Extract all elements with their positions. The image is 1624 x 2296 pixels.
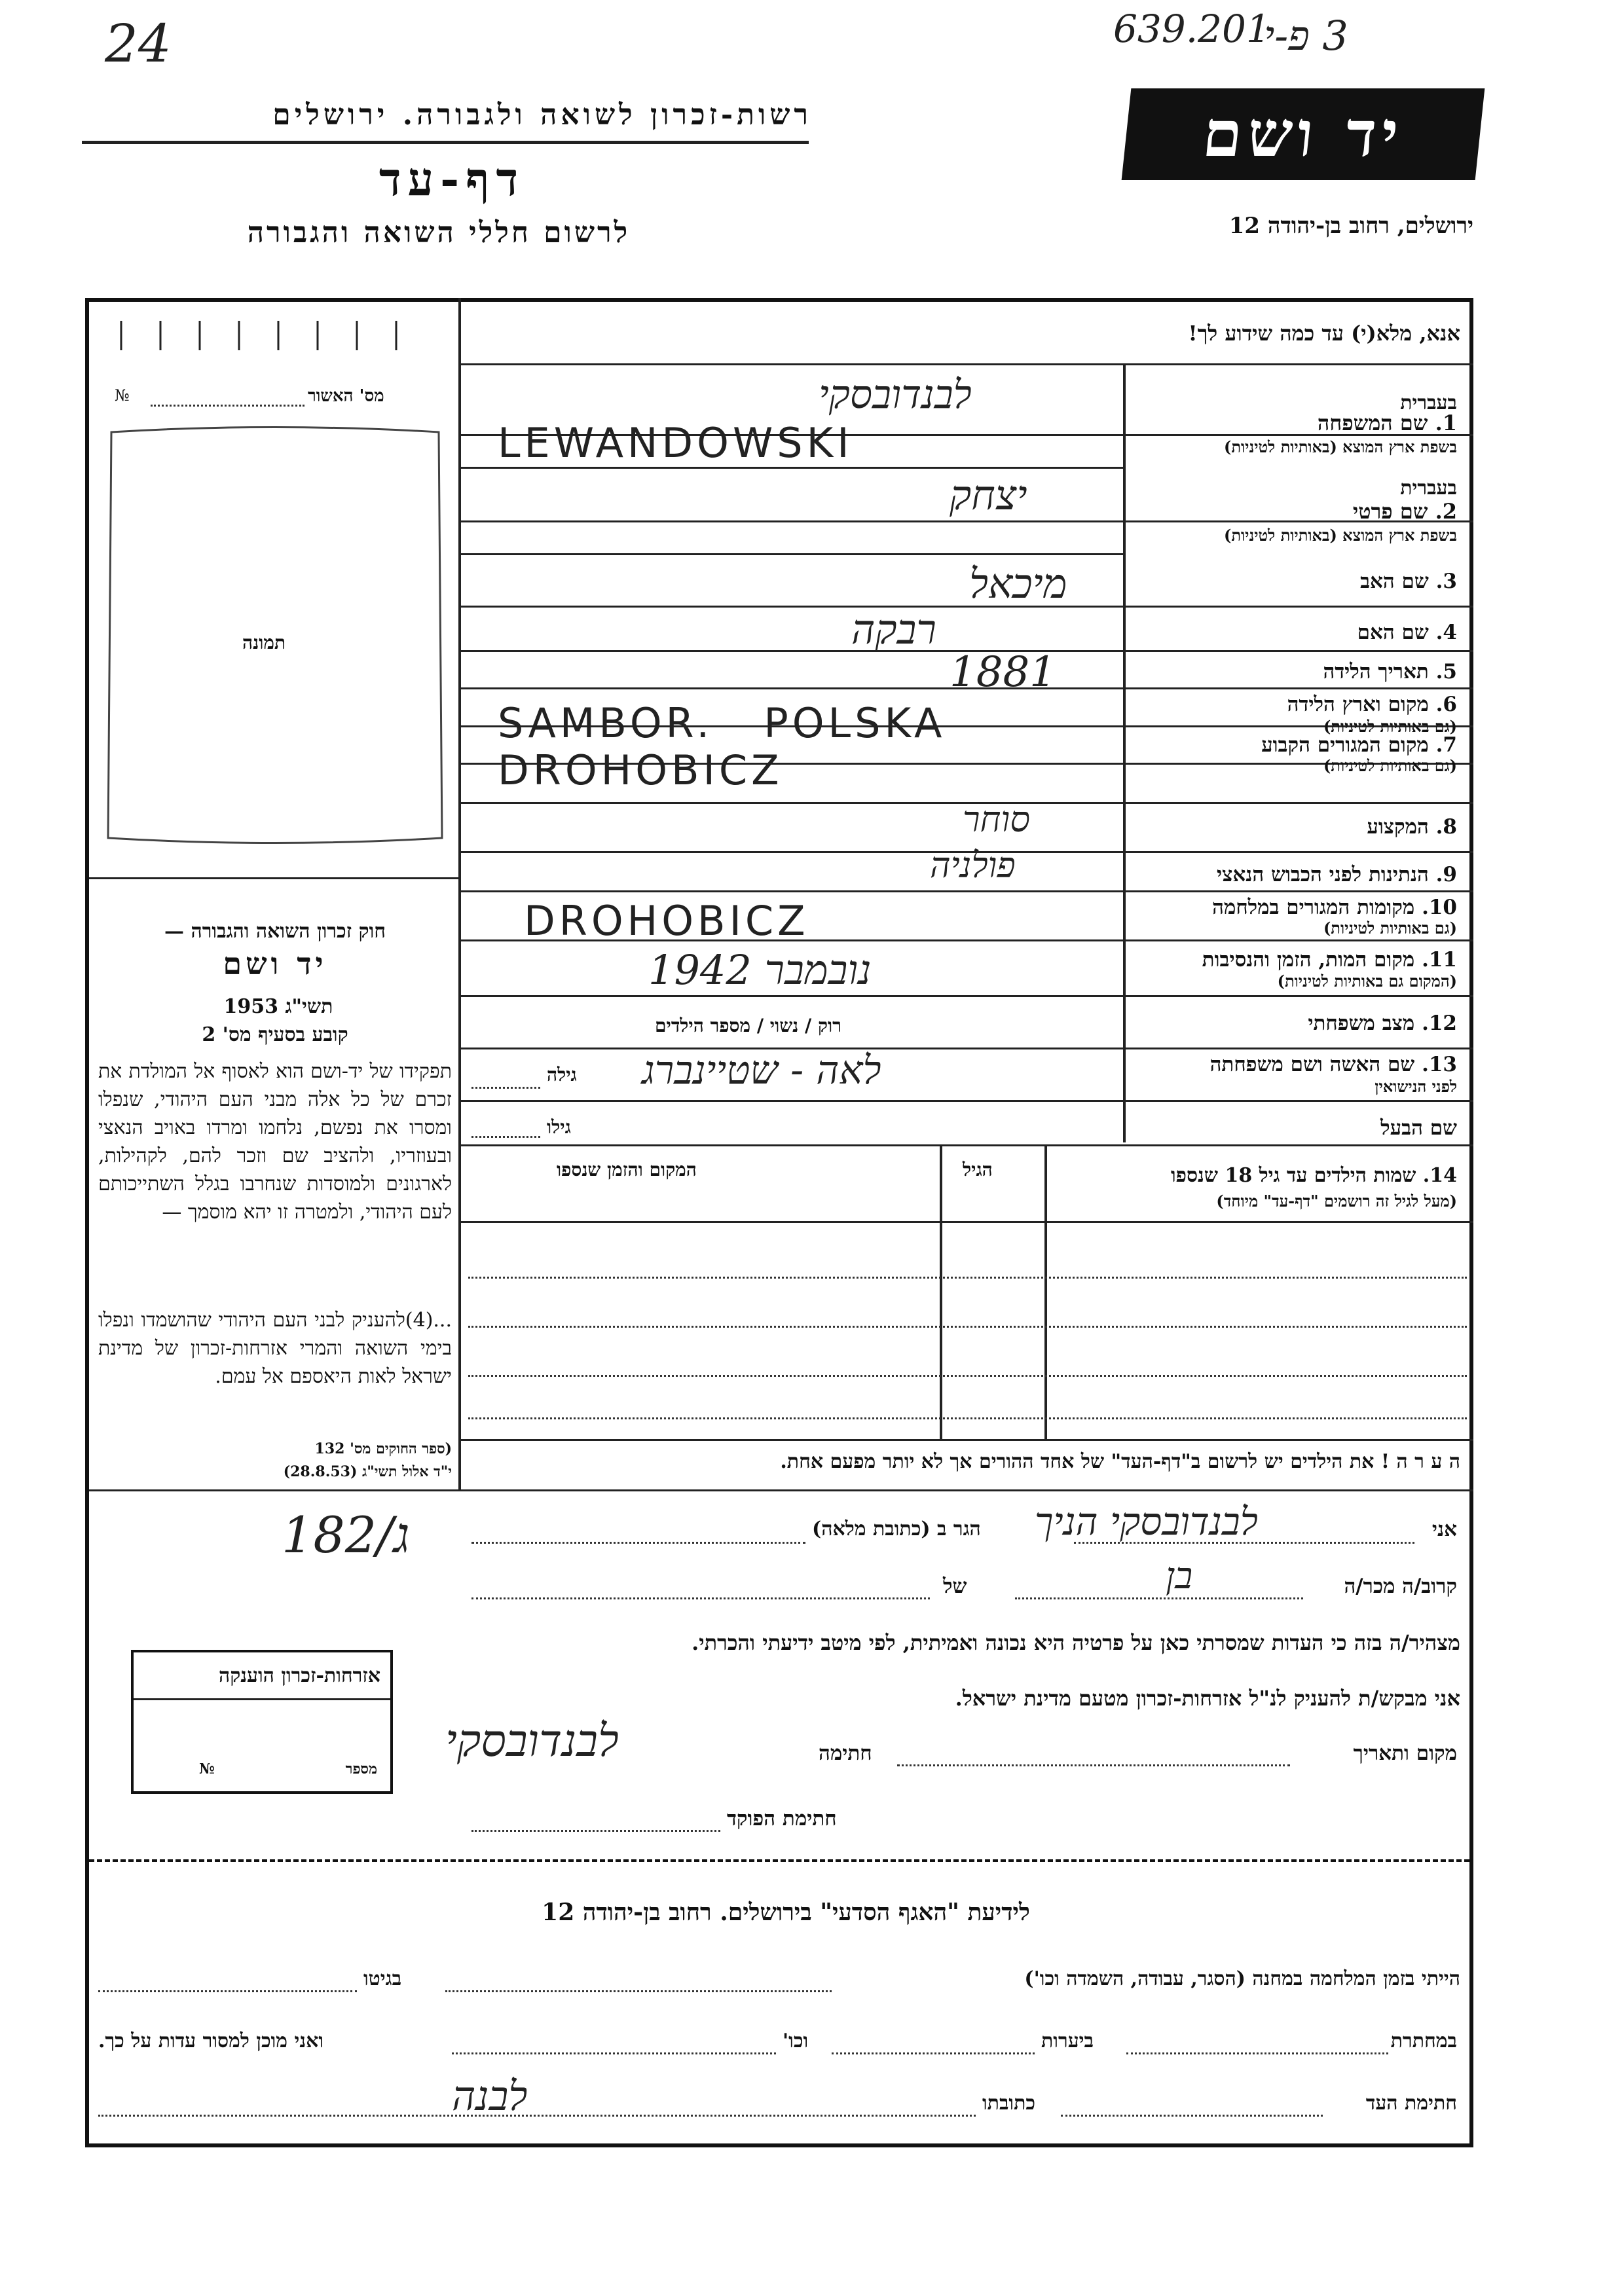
declarant-ani: אני bbox=[1431, 1518, 1457, 1541]
given-name-hebrew: יצחק bbox=[950, 471, 1027, 519]
birth-place: SAMBOR. POLSKA bbox=[498, 699, 946, 747]
footer-line3-b: כתובתו bbox=[982, 2092, 1036, 2115]
field-3-label: 3. שם האב bbox=[1360, 570, 1457, 593]
reference-ticks bbox=[95, 314, 449, 354]
memorial-citizenship-box bbox=[131, 1650, 393, 1794]
field-2-sub: בשפת ארץ המוצא (באותיות לטיניות) bbox=[1224, 526, 1457, 545]
field-12-label: 12. מצב משפחתי bbox=[1308, 1011, 1457, 1035]
approval-label: מס' האשור bbox=[308, 386, 384, 406]
declaration-text: מצהיר/ה בזה כי העדות שמסרתי כאן על פרטיה היא נכונה ואמיתית, לפי מיטב ידיעתי והכרתי. bbox=[692, 1630, 1460, 1655]
law-clause: קובע בסעיף מס' 2 bbox=[202, 1023, 348, 1046]
field-8-label: 8. המקצוע bbox=[1367, 815, 1457, 839]
ticks-svg bbox=[95, 314, 449, 354]
field-6-sub: (גם באותיות לטיניות) bbox=[1323, 717, 1457, 736]
file-code-hand: 3 פ-י bbox=[1264, 12, 1348, 60]
authority-line: רשות-זכרון לשואה ולגבורה. ירושלים bbox=[272, 98, 812, 132]
photo-label: תמונה bbox=[242, 632, 286, 653]
field-2-lang: בעברית bbox=[1400, 477, 1457, 500]
law-ref-2: י"ד אלול תשי"ג (28.8.53) bbox=[283, 1463, 452, 1480]
death-place-time: נובמבר 1942 bbox=[648, 946, 872, 994]
form-title: דף-עד bbox=[378, 152, 525, 206]
memorial-box-no-mark: № bbox=[199, 1760, 215, 1777]
declarant-relative: קרוב/ה מכר/ה bbox=[1344, 1575, 1457, 1598]
surname-hebrew: לבנדובסקי bbox=[819, 372, 972, 418]
field-1-lang: בעברית bbox=[1400, 392, 1457, 414]
field-7-sub: (גם באותיות לטיניות) bbox=[1323, 756, 1457, 775]
marital-status-options: רוק / נשוי / מספר הילדים bbox=[655, 1015, 841, 1036]
footer-line2-a: במחתרת bbox=[1390, 2030, 1457, 2052]
children-label: 14. שמות הילדים עד גיל 18 שנספו bbox=[1170, 1164, 1457, 1187]
permanent-residence: DROHOBICZ bbox=[498, 746, 783, 794]
field-11-label: 11. מקום המות, הזמן והנסיבות bbox=[1202, 948, 1457, 972]
law-year-heb: תשי"ג bbox=[285, 995, 333, 1018]
wife-age-label: גילה bbox=[547, 1064, 577, 1085]
surname-latin: LEWANDOWSKI bbox=[498, 419, 853, 467]
footer-line2-c: וכו' bbox=[783, 2030, 809, 2052]
father-name: מיכאל bbox=[969, 560, 1067, 608]
footer-line2-b: ביערות bbox=[1041, 2030, 1094, 2052]
children-col-place: המקום והזמן שנספו bbox=[557, 1159, 697, 1180]
place-date-label: מקום ותאריך bbox=[1353, 1741, 1457, 1765]
birth-date: 1881 bbox=[950, 648, 1056, 697]
file-number-hand: 639.201 bbox=[1113, 7, 1270, 51]
note-text: ה ע ר ה ! את הילדים יש לרשום ב"דף-העד" של אחד ההורים אך לא יותר מפעם אחת. bbox=[780, 1450, 1460, 1473]
law-name: יד ושם bbox=[223, 946, 327, 981]
wartime-residence: DROHOBICZ bbox=[524, 897, 809, 945]
field-1-label: 1. שם המשפחה bbox=[1317, 410, 1457, 435]
memorial-box-no: מספר bbox=[345, 1760, 377, 1777]
law-title: חוק זכרון השואה והגבורה — bbox=[164, 920, 386, 943]
form-subtitle: לרשום חללי השואה והגבורה bbox=[247, 216, 631, 249]
signature-hand: לבנדובסקי bbox=[445, 1715, 619, 1767]
footer-line1-b: בגיטו bbox=[363, 1967, 402, 1990]
page-number-hand: 24 bbox=[105, 13, 172, 74]
signature-label: חתימה bbox=[819, 1741, 872, 1765]
law-ref-1: (ספר החוקים מס' 132 bbox=[314, 1440, 452, 1457]
field-4-label: 4. שם האם bbox=[1357, 621, 1457, 644]
profession: סוחר bbox=[963, 799, 1031, 840]
request-text: אני מבקש/ת להעניק לנ"ל אזרחות-זכרון מטעם מדינת ישראל. bbox=[955, 1686, 1460, 1711]
declarant-name: לבנדובסקי הניך bbox=[1035, 1499, 1258, 1544]
law-text-2: ...(4)להעניק לבני העם היהודי שהושמדו ונפלו בימי השואה והמרי אזרחות-זכרון של מדינת ישראל לאות היאספם אל עמם. bbox=[98, 1309, 452, 1388]
field-7-label: 7. מקום המגורים הקבוע bbox=[1261, 733, 1457, 757]
field-10-label: 10. מקומות המגורים במלחמה bbox=[1212, 896, 1457, 919]
field-11-sub: (המקום גם באותיות לטיניות) bbox=[1277, 972, 1457, 991]
field-13-label: 13. שם האשה ושם משפחתה bbox=[1209, 1053, 1457, 1076]
field-1-sub: בשפת ארץ המוצא (באותיות לטיניות) bbox=[1224, 437, 1457, 456]
husband-age-label: גילו bbox=[547, 1116, 571, 1138]
law-year-row bbox=[216, 995, 341, 1018]
field-5-label: 5. תאריך הלידה bbox=[1323, 660, 1457, 683]
wife-name: לאה - שטיינברג bbox=[642, 1048, 881, 1093]
footer-line3-a: חתימת העד bbox=[1365, 2092, 1457, 2115]
law-year: 1953 bbox=[223, 995, 279, 1018]
intro-text: אנא, מלא(י) עד כמה שידוע לך! bbox=[1188, 321, 1460, 346]
children-col-age: הגיל bbox=[963, 1159, 993, 1180]
field-2-label: 2. שם פרטי bbox=[1352, 499, 1457, 524]
declarant-relation: בן bbox=[1166, 1555, 1193, 1597]
field-9-label: 9. הנתינות לפני הכבוש הנאצי bbox=[1217, 863, 1457, 886]
children-sub: (מעל לגיל זה רושמים "דף-עד" מיוחד) bbox=[1216, 1192, 1457, 1211]
official-label: חתימת הפוקד bbox=[727, 1807, 837, 1831]
header-address: ירושלים, רחוב בן-יהודה 12 bbox=[1228, 213, 1473, 239]
citizenship: פולניה bbox=[930, 845, 1016, 886]
witness-signature: לבנה bbox=[452, 2072, 528, 2120]
field-13-sub: לפני הנישואין bbox=[1375, 1077, 1457, 1096]
declarant-of: של bbox=[943, 1575, 967, 1598]
field-10-sub: (גם באותיות לטיניות) bbox=[1323, 919, 1457, 938]
footer-line2-d: ואני מוכן למסור עדות על כך. bbox=[98, 2030, 324, 2052]
memorial-box-title: אזרחות-זכרון הוענקה bbox=[218, 1664, 380, 1687]
husband-label: שם הבעל bbox=[1380, 1116, 1457, 1140]
field-6-label: 6. מקום וארץ הלידה bbox=[1287, 693, 1457, 716]
footer-line1-a: הייתי בזמן המלחמה במחנה (הסגר, עבודה, השמדה וכו') bbox=[1024, 1967, 1460, 1990]
yad-vashem-logo bbox=[1122, 88, 1485, 180]
approval-no-mark: № bbox=[115, 386, 130, 405]
declarant-resides: הגר ב (כתובת מלאה) bbox=[812, 1518, 981, 1540]
law-text: תפקידו של יד-ושם הוא לאסוף אל המולדת את זכרם של כל אלה מבני העם היהודי, שנפלו ומסרו את נפשם, נלחמו ומרדו באויב הנאצי ובעוזריו, ולהציב שם וזכר להם, לקהילות, לארגונים ולמוסדות שנחרבו בגלל השתייכותם לעם היהודי, ולמטרה זו יהא מוסמך — bbox=[98, 1060, 452, 1224]
cut-line bbox=[89, 1859, 1469, 1862]
logo-text: יד ושם bbox=[1199, 97, 1407, 171]
mother-name: רבקה bbox=[851, 606, 936, 653]
hand-number: 182/ג bbox=[282, 1506, 410, 1564]
footer-title: לידיעת "האגף הסדעי" בירושלים. רחוב בן-יהודה 12 bbox=[542, 1899, 1030, 1926]
